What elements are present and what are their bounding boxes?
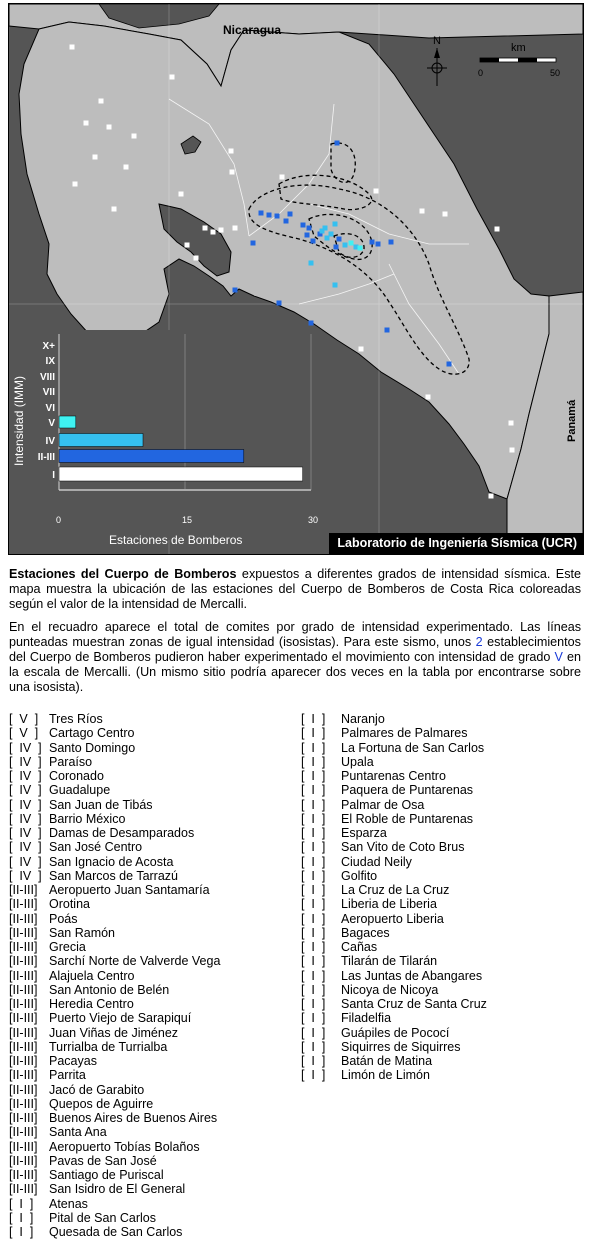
station-name: Parrita: [49, 1068, 86, 1083]
station-marker: [307, 226, 312, 231]
station-name: Filadelfia: [341, 1011, 392, 1026]
station-list-item: [301, 812, 581, 826]
station-grade: [ I ]: [301, 1011, 326, 1026]
station-marker: [359, 347, 364, 352]
station-grade: [ I ]: [301, 911, 326, 926]
station-grade: [II-III]: [9, 1125, 38, 1140]
station-grade: [II-III]: [9, 1096, 38, 1111]
station-name: Aeropuerto Juan Santamaría: [49, 883, 210, 897]
station-grade: [II-III]: [9, 940, 38, 954]
inset-xlabel: Estaciones de Bomberos: [109, 533, 243, 547]
station-grade: [ I ]: [301, 954, 326, 969]
station-list-item: [301, 826, 581, 840]
station-list-item: [9, 783, 299, 797]
station-list-item: [301, 1068, 581, 1082]
station-marker: [70, 45, 75, 50]
station-name: Sarchí Norte de Valverde Vega: [49, 954, 221, 969]
station-name: Quepos de Aguirre: [49, 1096, 154, 1111]
station-marker: [93, 155, 98, 160]
station-grade: [ I ]: [301, 797, 326, 812]
scale-unit: km: [511, 42, 526, 54]
station-list-item: [9, 741, 299, 755]
station-name: Siquirres de Siquirres: [341, 1039, 461, 1054]
station-list-item: [9, 726, 299, 740]
station-marker: [194, 256, 199, 261]
scale-tick-0: 0: [478, 68, 484, 78]
station-list-item: [9, 1168, 299, 1182]
station-list-item: [9, 883, 299, 897]
station-grade: [ I ]: [301, 1025, 326, 1040]
station-grade: [ I ]: [301, 726, 326, 741]
station-list-item: [301, 912, 581, 926]
station-marker: [443, 212, 448, 217]
station-list-item: [301, 726, 581, 740]
inset-background: [13, 330, 311, 540]
station-marker: [170, 75, 175, 80]
station-list-item: [9, 1225, 299, 1239]
station-list-item: [9, 812, 299, 826]
station-name: Ciudad Neily: [341, 854, 412, 869]
station-grade: [II-III]: [9, 1082, 38, 1097]
station-name: San Vito de Coto Brus: [341, 840, 465, 855]
station-grade: [ IV ]: [9, 840, 42, 855]
station-list-item: [9, 1111, 299, 1125]
station-list-item: [9, 1083, 299, 1097]
station-name: Tilarán de Tilarán: [341, 954, 438, 969]
station-count-value: 2: [475, 635, 483, 649]
station-grade: [ IV ]: [9, 854, 42, 869]
station-grade: [ I ]: [301, 1039, 326, 1054]
station-marker: [376, 242, 381, 247]
station-name: Cañas: [341, 940, 378, 954]
station-grade: [ I ]: [301, 1068, 326, 1083]
station-marker: [219, 228, 224, 233]
station-name: San Ignacio de Acosta: [49, 854, 174, 869]
station-list-item: [9, 983, 299, 997]
station-list-item: [301, 883, 581, 897]
station-list-item: [9, 1011, 299, 1025]
inset-x-tick-label: 15: [182, 515, 193, 525]
station-name: Pavas de San José: [49, 1153, 157, 1168]
station-name: Upala: [341, 754, 374, 769]
station-grade: [ I ]: [301, 769, 326, 783]
station-name: San Isidro de El General: [49, 1182, 186, 1197]
station-name: Cartago Centro: [49, 726, 135, 741]
scale-bar: [478, 42, 560, 78]
station-grade: [ V ]: [9, 712, 39, 726]
station-marker: [233, 226, 238, 231]
station-marker: [112, 207, 117, 212]
station-name: Limón de Limón: [341, 1068, 430, 1083]
station-name: San José Centro: [49, 840, 143, 855]
station-name: Atenas: [49, 1196, 88, 1211]
station-name: Paraíso: [49, 754, 93, 769]
description-paragraph-1: [9, 567, 581, 612]
station-marker: [374, 189, 379, 194]
station-list-item: [9, 712, 299, 726]
inset-category-label: VI: [45, 403, 55, 414]
station-marker: [132, 134, 137, 139]
station-name: Guadalupe: [49, 783, 111, 798]
station-grade: [II-III]: [9, 1168, 38, 1182]
station-marker: [370, 240, 375, 245]
station-marker: [337, 237, 342, 242]
station-grade: [II-III]: [9, 883, 38, 897]
station-grade: [ I ]: [9, 1225, 34, 1239]
station-name: Liberia de Liberia: [341, 897, 437, 912]
station-name: Esparza: [341, 826, 387, 840]
station-name: San Ramón: [49, 925, 116, 940]
station-name: Puntarenas Centro: [341, 769, 446, 783]
station-list-item: [9, 1182, 299, 1196]
station-list-item: [9, 826, 299, 840]
station-name: Damas de Desamparados: [49, 826, 195, 840]
station-name: El Roble de Puntarenas: [341, 811, 474, 826]
station-marker: [107, 125, 112, 130]
station-grade: [II-III]: [9, 1111, 38, 1125]
station-list-item: [9, 855, 299, 869]
station-list-item: [9, 1040, 299, 1054]
north-label: N: [433, 35, 441, 47]
station-grade: [ IV ]: [9, 769, 42, 783]
north-arrow-icon: [427, 35, 447, 86]
station-grade: [II-III]: [9, 897, 38, 912]
station-list-item: [9, 1154, 299, 1168]
station-name: Pacayas: [49, 1054, 97, 1068]
station-marker: [233, 288, 238, 293]
inset-category-label: II-III: [37, 452, 55, 463]
station-marker: [389, 240, 394, 245]
inset-category-label: VII: [42, 387, 55, 398]
station-grade: [II-III]: [9, 1011, 38, 1026]
station-marker: [267, 213, 272, 218]
station-name: Aeropuerto Liberia: [341, 911, 444, 926]
station-marker: [284, 219, 289, 224]
station-grade: [ I ]: [301, 840, 326, 855]
station-name: Bagaces: [341, 925, 390, 940]
station-marker: [309, 261, 314, 266]
station-name: Palmar de Osa: [341, 797, 425, 812]
station-name: San Antonio de Belén: [49, 982, 170, 997]
station-grade: [II-III]: [9, 925, 38, 940]
inset-category-label: IX: [45, 356, 55, 367]
station-list-item: [301, 783, 581, 797]
station-marker: [335, 141, 340, 146]
station-marker: [509, 421, 514, 426]
station-marker: [489, 494, 494, 499]
station-grade: [II-III]: [9, 1068, 38, 1083]
inset-x-tick-label: 0: [56, 515, 62, 525]
intensity-map: [8, 3, 584, 555]
station-list-item: [9, 969, 299, 983]
station-marker: [203, 226, 208, 231]
station-marker: [73, 182, 78, 187]
station-grade: [ I ]: [301, 811, 326, 826]
station-list-item: [301, 926, 581, 940]
station-list-item: [9, 1197, 299, 1211]
station-grade: [ IV ]: [9, 783, 42, 798]
station-marker: [343, 243, 348, 248]
station-grade: [ I ]: [9, 1196, 34, 1211]
station-name: Buenos Aires de Buenos Aires: [49, 1111, 218, 1125]
station-list-item: [301, 741, 581, 755]
station-name: San Juan de Tibás: [49, 797, 153, 812]
station-name: La Cruz de La Cruz: [341, 883, 450, 897]
station-grade: [ V ]: [9, 726, 39, 741]
station-marker: [185, 243, 190, 248]
intensity-grade-value: V: [554, 650, 563, 664]
station-marker: [420, 209, 425, 214]
station-list-item: [9, 1125, 299, 1139]
inset-category-label: IV: [45, 436, 55, 447]
station-list-item: [9, 954, 299, 968]
panama-label: Panamá: [566, 399, 578, 442]
station-grade: [ IV ]: [9, 826, 42, 840]
station-marker: [349, 241, 354, 246]
station-list-item: [9, 755, 299, 769]
station-name: Juan Viñas de Jiménez: [49, 1025, 179, 1040]
station-name: Nicoya de Nicoya: [341, 982, 439, 997]
station-list-item: [9, 1140, 299, 1154]
description-title: Estaciones del Cuerpo de Bomberos: [9, 567, 237, 581]
station-list-item: [301, 954, 581, 968]
station-marker: [280, 175, 285, 180]
station-list-item: [9, 1054, 299, 1068]
station-marker: [277, 301, 282, 306]
station-list-item: [301, 983, 581, 997]
description-paragraph-2: [9, 620, 581, 695]
station-name: Pital de San Carlos: [49, 1210, 157, 1225]
nicaragua-label: Nicaragua: [223, 23, 282, 37]
station-list-column-1: [9, 712, 299, 1239]
station-list-item: [9, 940, 299, 954]
station-name: Barrio México: [49, 811, 126, 826]
station-grade: [II-III]: [9, 1182, 38, 1197]
inset-bar-v: [59, 416, 76, 428]
station-name: Orotina: [49, 897, 90, 912]
station-list-item: [301, 840, 581, 854]
station-grade: [ IV ]: [9, 754, 42, 769]
station-list-item: [301, 897, 581, 911]
station-list-item: [9, 1097, 299, 1111]
lab-banner: Laboratorio de Ingeniería Sísmica (UCR): [329, 533, 583, 554]
station-list-item: [301, 1054, 581, 1068]
station-marker: [275, 214, 280, 219]
station-name: Aeropuerto Tobías Bolaños: [49, 1139, 200, 1154]
inset-category-label: V: [48, 418, 55, 429]
station-grade: [ I ]: [301, 868, 326, 883]
station-name: Puerto Viejo de Sarapiquí: [49, 1011, 192, 1026]
station-list-item: [9, 912, 299, 926]
station-list-item: [301, 855, 581, 869]
station-marker: [305, 233, 310, 238]
station-marker: [259, 211, 264, 216]
station-name: San Marcos de Tarrazú: [49, 868, 178, 883]
station-name: Batán de Matina: [341, 1054, 433, 1068]
station-name: Turrialba de Turrialba: [49, 1039, 168, 1054]
station-grade: [II-III]: [9, 1153, 38, 1168]
station-name: Heredia Centro: [49, 997, 134, 1011]
station-name: Grecia: [49, 940, 86, 954]
station-marker: [495, 227, 500, 232]
station-grade: [II-III]: [9, 911, 38, 926]
station-marker: [99, 99, 104, 104]
station-list-item: [301, 869, 581, 883]
station-grade: [II-III]: [9, 1139, 38, 1154]
station-list-item: [9, 897, 299, 911]
station-grade: [ IV ]: [9, 868, 42, 883]
station-marker: [320, 229, 325, 234]
inset-ylabel: Intensidad (IMM): [12, 375, 26, 466]
station-marker: [251, 241, 256, 246]
station-list-item: [9, 840, 299, 854]
inset-bar-chart: [12, 330, 318, 547]
station-grade: [ IV ]: [9, 797, 42, 812]
station-marker: [301, 223, 306, 228]
station-grade: [ I ]: [301, 982, 326, 997]
station-grade: [ I ]: [301, 883, 326, 897]
station-name: La Fortuna de San Carlos: [341, 740, 485, 755]
station-list-item: [9, 926, 299, 940]
station-name: Santa Ana: [49, 1125, 107, 1140]
station-marker: [288, 212, 293, 217]
station-marker: [309, 321, 314, 326]
station-name: Coronado: [49, 769, 104, 783]
station-list-item: [9, 997, 299, 1011]
station-list-item: [301, 798, 581, 812]
description-p2-c: en la escala de Mercalli. (Un mismo sitio podría aparecer dos veces en la tabla por encontrarse sobre una isosista).: [9, 650, 581, 694]
station-grade: [II-III]: [9, 968, 38, 983]
station-name: Santo Domingo: [49, 740, 136, 755]
station-grade: [II-III]: [9, 1025, 38, 1040]
inset-x-tick-label: 30: [308, 515, 319, 525]
station-grade: [ I ]: [301, 968, 326, 983]
station-marker: [311, 239, 316, 244]
station-list-item: [9, 769, 299, 783]
station-grade: [ I ]: [301, 997, 326, 1011]
map-description: [9, 567, 581, 703]
station-list-item: [9, 1211, 299, 1225]
station-marker: [358, 246, 363, 251]
station-marker: [229, 149, 234, 154]
station-list-item: [301, 969, 581, 983]
station-grade: [II-III]: [9, 982, 38, 997]
station-grade: [II-III]: [9, 1039, 38, 1054]
station-list-item: [301, 997, 581, 1011]
station-list-item: [301, 769, 581, 783]
station-list-item: [301, 940, 581, 954]
description-p2-b: establecimientos del Cuerpo de Bomberos pudieron haber experimentado el movimiento con intensidad de grado: [9, 635, 581, 664]
station-marker: [124, 165, 129, 170]
station-marker: [230, 170, 235, 175]
inset-category-label: X+: [42, 341, 55, 352]
station-list-item: [301, 1040, 581, 1054]
station-grade: [ I ]: [301, 925, 326, 940]
station-grade: [ I ]: [301, 754, 326, 769]
station-grade: [ I ]: [301, 1054, 326, 1068]
station-marker: [84, 121, 89, 126]
station-grade: [ I ]: [301, 712, 326, 726]
station-name: Quesada de San Carlos: [49, 1225, 183, 1239]
station-grade: [ I ]: [301, 897, 326, 912]
station-name: Santiago de Puriscal: [49, 1168, 164, 1182]
station-list-column-2: [301, 712, 581, 1083]
scale-tick-50: 50: [550, 68, 561, 78]
station-marker: [179, 192, 184, 197]
station-grade: [ I ]: [301, 826, 326, 840]
station-grade: [ I ]: [301, 854, 326, 869]
station-name: Paquera de Puntarenas: [341, 783, 474, 798]
description-p1-text: expuestos a diferentes grados de intensidad sísmica. Este mapa muestra la ubicación de las estaciones del Cuerpo de Bomberos de Costa Rica coloreadas según el valor de la intensidad de Mercalli.: [9, 567, 582, 611]
station-list-item: [301, 1011, 581, 1025]
station-marker: [211, 230, 216, 235]
station-marker: [426, 395, 431, 400]
station-marker: [333, 283, 338, 288]
inset-bar-ii-iii: [59, 450, 244, 463]
station-list-item: [301, 712, 581, 726]
station-list-item: [9, 798, 299, 812]
station-grade: [II-III]: [9, 1054, 38, 1068]
station-marker: [447, 362, 452, 367]
station-list-item: [9, 1068, 299, 1082]
station-name: Las Juntas de Abangares: [341, 968, 483, 983]
station-marker: [385, 328, 390, 333]
description-p2-a: En el recuadro aparece el total de comites por grado de intensidad experimentado. Las líneas punteadas muestran zonas de igual intensidad (isosistas). Para este sismo, unos: [9, 620, 581, 649]
map-canvas: [9, 4, 583, 554]
station-list-item: [9, 869, 299, 883]
station-grade: [ I ]: [9, 1210, 34, 1225]
station-grade: [ IV ]: [9, 740, 42, 755]
station-grade: [II-III]: [9, 997, 38, 1011]
station-grade: [ I ]: [301, 940, 326, 954]
station-list-item: [301, 1026, 581, 1040]
station-grade: [ IV ]: [9, 811, 42, 826]
station-name: Golfito: [341, 868, 378, 883]
station-marker: [510, 448, 515, 453]
station-marker: [325, 236, 330, 241]
station-name: Guápiles de Pococí: [341, 1025, 450, 1040]
station-name: Tres Ríos: [49, 712, 103, 726]
station-name: Santa Cruz de Santa Cruz: [341, 997, 487, 1011]
station-marker: [334, 245, 339, 250]
inset-category-label: I: [52, 470, 55, 481]
station-name: Jacó de Garabito: [49, 1082, 145, 1097]
station-marker: [333, 222, 338, 227]
station-list-item: [9, 1026, 299, 1040]
station-grade: [ I ]: [301, 740, 326, 755]
station-grade: [II-III]: [9, 954, 38, 969]
station-name: Palmares de Palmares: [341, 726, 468, 741]
station-grade: [ I ]: [301, 783, 326, 798]
inset-bar-i: [59, 467, 303, 481]
station-list-item: [301, 755, 581, 769]
station-name: Naranjo: [341, 712, 385, 726]
inset-bar-iv: [59, 434, 143, 447]
inset-category-label: VIII: [39, 372, 55, 383]
station-name: Alajuela Centro: [49, 968, 135, 983]
station-name: Poás: [49, 911, 78, 926]
